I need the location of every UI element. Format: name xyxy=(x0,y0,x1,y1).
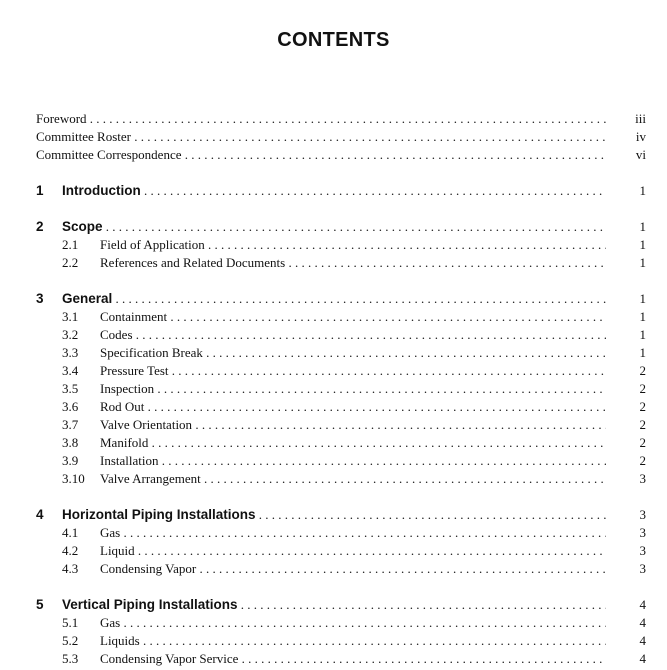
subsection-title: Condensing Vapor Service . . . xyxy=(100,650,606,668)
toc-subsection-3-5[interactable] xyxy=(36,380,646,398)
toc-subsection-3-1[interactable] xyxy=(36,308,646,326)
section-title: Scope xyxy=(62,219,103,234)
subsection-number: 5.3 xyxy=(62,651,79,666)
subsection-title: Valve Arrangement . . . xyxy=(100,470,606,488)
toc-entry-page: 1 xyxy=(639,255,646,270)
toc-entry-page: 3 xyxy=(639,543,646,558)
subsection-number: 3.4 xyxy=(62,363,79,378)
toc-entry-page: 2 xyxy=(639,417,646,432)
toc-section-5[interactable] xyxy=(36,596,646,614)
toc-entry-page: 1 xyxy=(639,219,646,234)
toc-subsection-3-2[interactable] xyxy=(36,326,646,344)
toc-subsection-5-2[interactable] xyxy=(36,632,646,650)
spacer xyxy=(36,164,646,182)
section-title: General xyxy=(62,291,113,306)
toc-subsection-2-2[interactable] xyxy=(36,254,646,272)
subsection-title: Installation . . . xyxy=(100,452,606,470)
subsection-title: Containment . . . xyxy=(100,308,606,326)
toc-entry-committee-roster[interactable] xyxy=(36,128,646,146)
subsection-number: 3.2 xyxy=(62,327,79,342)
table-of-contents xyxy=(36,110,646,668)
subsection-number: 3.6 xyxy=(62,399,79,414)
toc-subsection-3-6[interactable] xyxy=(36,398,646,416)
section-title: Introduction xyxy=(62,183,141,198)
toc-entry-page: 1 xyxy=(639,183,646,198)
section-number: 2 xyxy=(36,219,44,234)
toc-entry-page: 4 xyxy=(639,597,646,612)
spacer xyxy=(36,200,646,218)
toc-subsection-3-7[interactable] xyxy=(36,416,646,434)
toc-entry-page: 3 xyxy=(639,471,646,486)
subsection-title: Condensing Vapor . . . xyxy=(100,560,606,578)
toc-section-2[interactable] xyxy=(36,218,646,236)
subsection-title: Rod Out . . . xyxy=(100,398,606,416)
toc-entry-page: 1 xyxy=(639,327,646,342)
toc-entry-page: 4 xyxy=(639,615,646,630)
subsection-number: 3.5 xyxy=(62,381,79,396)
toc-entry-page: 2 xyxy=(639,399,646,414)
section-number: 4 xyxy=(36,507,44,522)
subsection-title: Valve Orientation . . . xyxy=(100,416,606,434)
toc-entry-page: 4 xyxy=(639,633,646,648)
subsection-number: 3.7 xyxy=(62,417,79,432)
spacer xyxy=(36,272,646,290)
toc-entry-page: iv xyxy=(635,129,646,144)
subsection-title: Codes . . . xyxy=(100,326,606,344)
toc-entry-label: Committee Correspondence . . . xyxy=(36,146,606,164)
toc-entry-page: 3 xyxy=(639,507,646,522)
subsection-title: Pressure Test . . . xyxy=(100,362,606,380)
subsection-number: 5.1 xyxy=(62,615,79,630)
subsection-number: 3.9 xyxy=(62,453,79,468)
toc-subsection-3-9[interactable] xyxy=(36,452,646,470)
page-title: CONTENTS xyxy=(277,29,390,51)
toc-subsection-2-1[interactable] xyxy=(36,236,646,254)
toc-section-3[interactable] xyxy=(36,290,646,308)
subsection-title: Liquids . . . xyxy=(100,632,606,650)
subsection-number: 4.2 xyxy=(62,543,79,558)
subsection-number: 3.10 xyxy=(62,471,85,486)
section-title: Horizontal Piping Installations xyxy=(62,507,256,522)
section-number: 3 xyxy=(36,291,44,306)
subsection-title: Field of Application . . . xyxy=(100,236,606,254)
toc-subsection-4-2[interactable] xyxy=(36,542,646,560)
toc-subsection-3-8[interactable] xyxy=(36,434,646,452)
subsection-number: 3.3 xyxy=(62,345,79,360)
toc-entry-page: 1 xyxy=(639,291,646,306)
toc-entry-page: 3 xyxy=(639,525,646,540)
toc-entry-page: 1 xyxy=(639,309,646,324)
subsection-title: References and Related Documents . . . xyxy=(100,254,606,272)
toc-entry-page: 3 xyxy=(639,561,646,576)
toc-entry-label: Committee Roster . . . xyxy=(36,128,606,146)
section-number: 1 xyxy=(36,183,44,198)
subsection-number: 4.3 xyxy=(62,561,79,576)
toc-entry-page: 2 xyxy=(639,381,646,396)
subsection-number: 2.2 xyxy=(62,255,79,270)
spacer xyxy=(36,488,646,506)
toc-subsection-3-4[interactable] xyxy=(36,362,646,380)
toc-entry-page: 2 xyxy=(639,453,646,468)
toc-entry-page: 2 xyxy=(639,435,646,450)
subsection-number: 3.1 xyxy=(62,309,79,324)
subsection-number: 4.1 xyxy=(62,525,79,540)
toc-subsection-4-3[interactable] xyxy=(36,560,646,578)
section-number: 5 xyxy=(36,597,44,612)
subsection-title: Gas . . . xyxy=(100,524,606,542)
toc-entry-page: 4 xyxy=(639,651,646,666)
subsection-number: 3.8 xyxy=(62,435,79,450)
toc-section-1[interactable] xyxy=(36,182,646,200)
subsection-number: 5.2 xyxy=(62,633,79,648)
toc-entry-page: iii xyxy=(635,111,646,126)
toc-section-4[interactable] xyxy=(36,506,646,524)
toc-subsection-5-3[interactable] xyxy=(36,650,646,668)
toc-entry-page: 1 xyxy=(639,237,646,252)
toc-subsection-3-10[interactable] xyxy=(36,470,646,488)
toc-entry-page: 2 xyxy=(639,363,646,378)
toc-subsection-3-3[interactable] xyxy=(36,344,646,362)
toc-entry-label: Foreword . . . xyxy=(36,110,606,128)
subsection-number: 2.1 xyxy=(62,237,79,252)
subsection-title: Liquid . . . xyxy=(100,542,606,560)
spacer xyxy=(36,578,646,596)
toc-entry-committee-correspondence[interactable] xyxy=(36,146,646,164)
subsection-title: Specification Break . . . xyxy=(100,344,606,362)
toc-subsection-5-1[interactable] xyxy=(36,614,646,632)
toc-entry-foreword[interactable] xyxy=(36,110,646,128)
toc-subsection-4-1[interactable] xyxy=(36,524,646,542)
subsection-title: Gas . . . xyxy=(100,614,606,632)
subsection-title: Inspection . . . xyxy=(100,380,606,398)
subsection-title: Manifold . . . xyxy=(100,434,606,452)
section-title: Vertical Piping Installations xyxy=(62,597,238,612)
toc-entry-page: vi xyxy=(635,147,646,162)
toc-entry-page: 1 xyxy=(639,345,646,360)
